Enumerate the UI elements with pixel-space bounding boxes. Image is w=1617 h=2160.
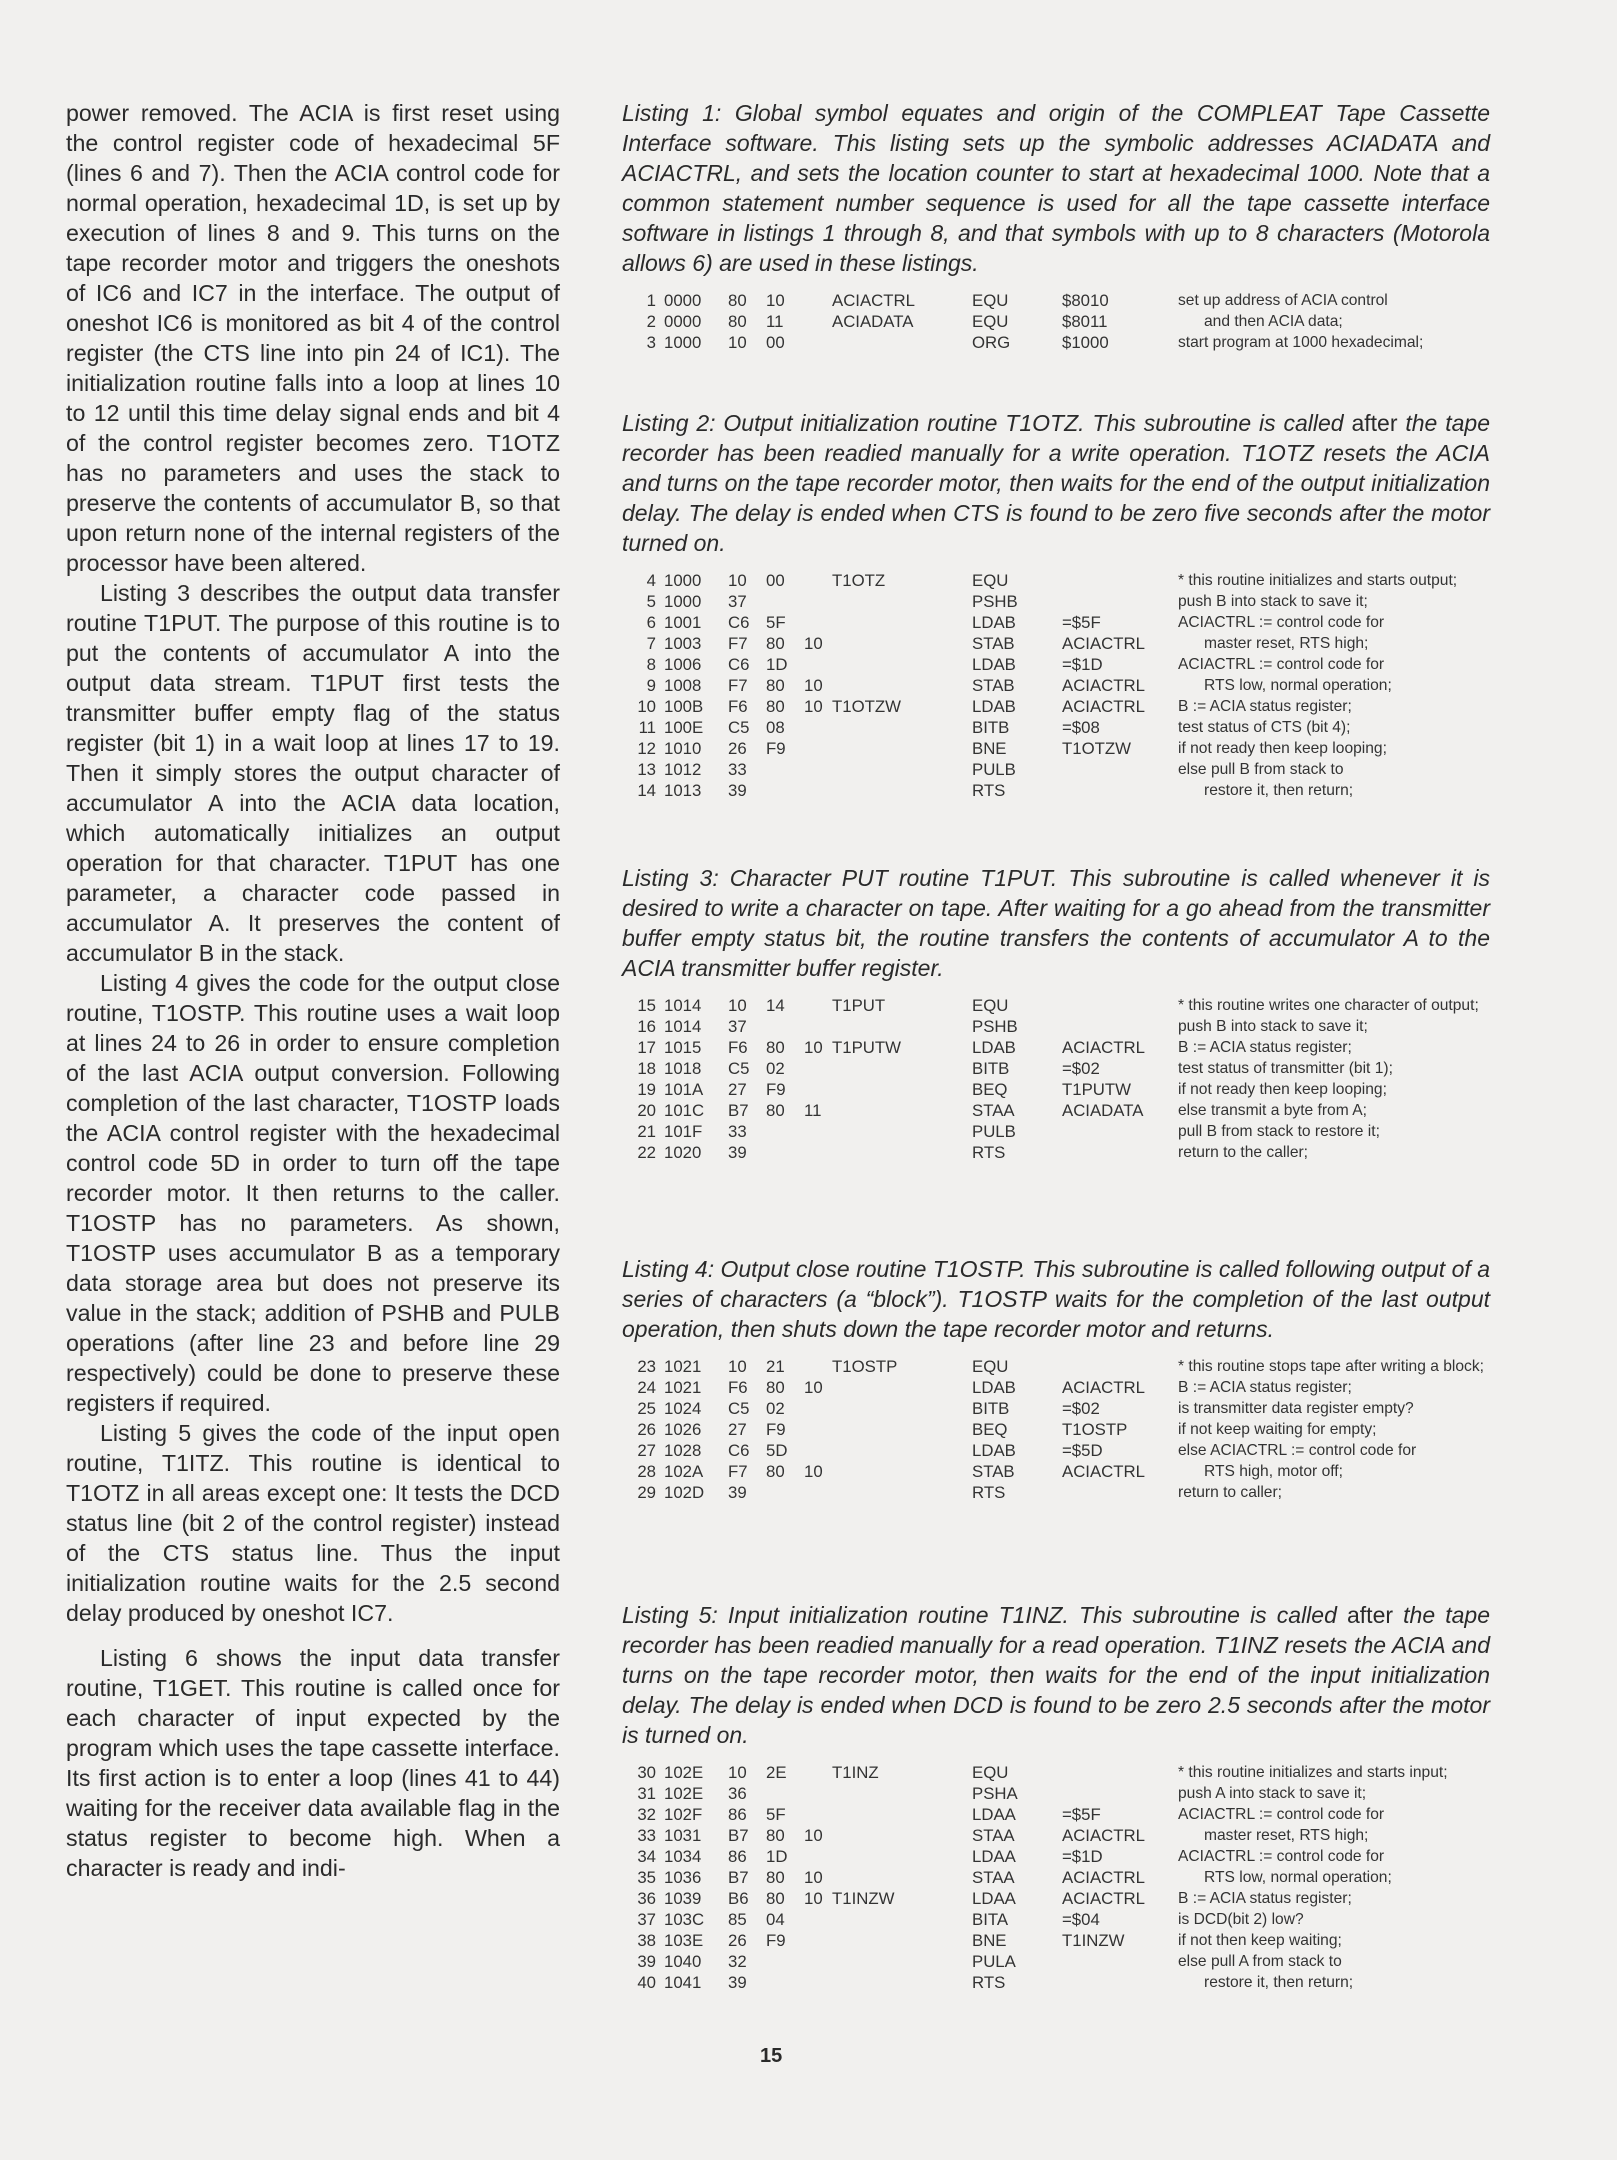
code-table bbox=[622, 290, 1423, 353]
code-line: 40 1041 39 RTS restore it, then return; bbox=[637, 1973, 1354, 1992]
code-line: 29 102D 39 RTS return to caller; bbox=[637, 1483, 1283, 1502]
code-line: 36 1039 B6 80 10 T1INZW LDAA ACIACTRL B := ACIA status register; bbox=[637, 1889, 1352, 1908]
code-line: 18 1018 C5 02 BITB =$02 test status of transmitter (bit 1); bbox=[637, 1059, 1393, 1078]
code-line: 3 1000 10 00 ORG $1000 start program at 1000 hexadecimal; bbox=[646, 333, 1424, 352]
code-line: 28 102A F7 80 10 STAB ACIACTRL RTS high, motor off; bbox=[637, 1462, 1343, 1481]
code-line: 34 1034 86 1D LDAA =$1D ACIACTRL := control code for bbox=[637, 1847, 1385, 1866]
code-table bbox=[622, 570, 1457, 801]
code-line: 19 101A 27 F9 BEQ T1PUTW if not ready then keep looping; bbox=[637, 1080, 1387, 1099]
code-line: 38 103E 26 F9 BNE T1INZW if not then keep waiting; bbox=[637, 1931, 1342, 1950]
code-table bbox=[622, 1356, 1484, 1503]
listing-2 bbox=[622, 408, 1490, 801]
code-line: 27 1028 C6 5D LDAB =$5D else ACIACTRL := control code for bbox=[637, 1441, 1417, 1460]
code-line: 17 1015 F6 80 10 T1PUTW LDAB ACIACTRL B := ACIA status register; bbox=[637, 1038, 1352, 1057]
paragraph: power removed. The ACIA is first reset using the control register code of hexadecimal 5F (lines 6 and 7). Then the ACIA control code for normal operation, hexadecimal 1D, is set up by execution of lines 8 and 9. This turns on the tape recorder motor and triggers the oneshots of IC6 and IC7 in the interface. The output of oneshot IC6 is monitored as bit 4 of the control register (the CTS line into pin 24 of IC1). The initialization routine falls into a loop at lines 10 to 12 until this time delay signal ends and bit 4 of the control register becomes zero. T1OTZ has no parameters and uses the stack to preserve the contents of accumulator B, so that upon return none of the internal registers of the processor have been altered. bbox=[66, 100, 560, 576]
listing-caption: Listing 4: Output close routine T1OSTP. This subroutine is called following output of a series of characters (a “block”). T1OSTP waits for the completion of the last output operation, then shuts down the tape recorder motor and returns. bbox=[622, 1256, 1490, 1342]
paragraph: Listing 6 shows the input data transfer routine, T1GET. This routine is called once for each character of input expected by the program which uses the tape cassette interface. Its first action is to enter a loop (lines 41 to 44) waiting for the receiver data available flag in the status register to become high. When a character is ready and indi- bbox=[66, 1645, 560, 1881]
page-number: 15 bbox=[760, 2045, 783, 2067]
code-line: 9 1008 F7 80 10 STAB ACIACTRL RTS low, normal operation; bbox=[646, 676, 1392, 695]
body-text-column bbox=[66, 98, 560, 1883]
code-line: 25 1024 C5 02 BITB =$02 is transmitter data register empty? bbox=[637, 1399, 1414, 1418]
code-table bbox=[622, 995, 1479, 1163]
listing-3 bbox=[622, 863, 1490, 1163]
listing-1 bbox=[622, 98, 1490, 353]
listing-caption: Listing 5: Input initialization routine T1INZ. This subroutine is called after the tape recorder has been readied manually for a read operation. T1INZ resets the ACIA and turns on the tape recorder motor, then waits for the end of the input initialization delay. The delay is ended when DCD is found to be zero 2.5 seconds after the motor is turned on. bbox=[622, 1602, 1490, 1748]
code-line: 33 1031 B7 80 10 STAA ACIACTRL master reset, RTS high; bbox=[637, 1826, 1369, 1845]
code-line: 37 103C 85 04 BITA =$04 is DCD(bit 2) low? bbox=[637, 1910, 1304, 1929]
code-table bbox=[622, 1762, 1448, 1993]
code-line: 21 101F 33 PULB pull B from stack to restore it; bbox=[637, 1122, 1380, 1141]
listing-caption: Listing 2: Output initialization routine T1OTZ. This subroutine is called after the tape recorder has been readied manually for a write operation. T1OTZ resets the ACIA and turns on the tape recorder motor, then waits for the end of the output initialization delay. The delay is ended when CTS is found to be zero five seconds after the motor turned on. bbox=[622, 410, 1490, 556]
code-line: 2 0000 80 11 ACIADATA EQU $8011 and then ACIA data; bbox=[646, 312, 1343, 331]
code-line: 31 102E 36 PSHA push A into stack to save it; bbox=[637, 1784, 1367, 1803]
code-line: 10 100B F6 80 10 T1OTZW LDAB ACIACTRL B := ACIA status register; bbox=[637, 697, 1352, 716]
code-line: 30 102E 10 2E T1INZ EQU * this routine initializes and starts input; bbox=[637, 1763, 1448, 1782]
listing-4 bbox=[622, 1254, 1490, 1503]
paragraph: Listing 5 gives the code of the input open routine, T1ITZ. This routine is identical to T1OTZ in all areas except one: It tests the DCD status line (bit 2 of the control register) instead of the CTS status line. Thus the input initialization routine waits for the 2.5 second delay produced by oneshot IC7. bbox=[66, 1420, 560, 1626]
code-line: 20 101C B7 80 11 STAA ACIADATA else transmit a byte from A; bbox=[637, 1101, 1367, 1120]
code-line: 24 1021 F6 80 10 LDAB ACIACTRL B := ACIA status register; bbox=[637, 1378, 1352, 1397]
code-line: 12 1010 26 F9 BNE T1OTZW if not ready then keep looping; bbox=[637, 739, 1387, 758]
code-line: 32 102F 86 5F LDAA =$5F ACIACTRL := control code for bbox=[637, 1805, 1385, 1824]
code-line: 8 1006 C6 1D LDAB =$1D ACIACTRL := control code for bbox=[646, 655, 1385, 674]
code-line: 26 1026 27 F9 BEQ T1OSTP if not keep waiting for empty; bbox=[637, 1420, 1377, 1439]
code-line: 6 1001 C6 5F LDAB =$5F ACIACTRL := control code for bbox=[646, 613, 1385, 632]
code-line: 7 1003 F7 80 10 STAB ACIACTRL master reset, RTS high; bbox=[646, 634, 1369, 653]
code-line: 39 1040 32 PULA else pull A from stack to bbox=[637, 1952, 1342, 1971]
code-line: 1 0000 80 10 ACIACTRL EQU $8010 set up address of ACIA control bbox=[646, 291, 1388, 310]
code-line: 35 1036 B7 80 10 STAA ACIACTRL RTS low, normal operation; bbox=[637, 1868, 1392, 1887]
code-line: 14 1013 39 RTS restore it, then return; bbox=[637, 781, 1354, 800]
listing-caption: Listing 1: Global symbol equates and origin of the COMPLEAT Tape Cassette Interface software. This listing sets up the symbolic addresses ACIADATA and ACIACTRL, and sets the location counter to start at hexadecimal 1000. Note that a common statement number sequence is used for all the tape cassette interface software in listings 1 through 8, and that symbols with up to 8 characters (Motorola allows 6) are used in these listings. bbox=[622, 100, 1490, 276]
code-line: 23 1021 10 21 T1OSTP EQU * this routine stops tape after writing a block; bbox=[637, 1357, 1484, 1376]
code-line: 4 1000 10 00 T1OTZ EQU * this routine initializes and starts output; bbox=[646, 571, 1458, 590]
code-line: 16 1014 37 PSHB push B into stack to save it; bbox=[637, 1017, 1368, 1036]
code-line: 22 1020 39 RTS return to the caller; bbox=[637, 1143, 1309, 1162]
listing-caption: Listing 3: Character PUT routine T1PUT. This subroutine is called whenever it is desired to write a character on tape. After waiting for a go ahead from the transmitter buffer empty status bit, the routine transfers the contents of accumulator A to the ACIA transmitter buffer register. bbox=[622, 865, 1490, 981]
paragraph: Listing 3 describes the output data transfer routine T1PUT. The purpose of this routine is to put the contents of accumulator A into the output data stream. T1PUT first tests the transmitter buffer empty flag of the status register (bit 1) in a wait loop at lines 17 to 19. Then it simply stores the output character of accumulator A into the ACIA data location, which automatically initializes an output operation for that character. T1PUT has one parameter, a character code passed in accumulator A. It preserves the content of accumulator B in the stack. bbox=[66, 580, 560, 966]
code-line: 11 100E C5 08 BITB =$08 test status of CTS (bit 4); bbox=[638, 718, 1351, 737]
listing-5 bbox=[622, 1600, 1490, 1993]
code-line: 5 1000 37 PSHB push B into stack to save it; bbox=[646, 592, 1368, 611]
code-line: 15 1014 10 14 T1PUT EQU * this routine writes one character of output; bbox=[637, 996, 1479, 1015]
code-line: 13 1012 33 PULB else pull B from stack to bbox=[637, 760, 1344, 779]
paragraph: Listing 4 gives the code for the output close routine, T1OSTP. This routine uses a wait loop at lines 24 to 26 in order to ensure completion of the last ACIA output conversion. Following completion of the last character, T1OSTP loads the ACIA control register with the hexadecimal control code 5D in order to turn off the tape recorder motor. It then returns to the caller. T1OSTP has no parameters. As shown, T1OSTP uses accumulator B as a temporary data storage area but does not preserve its value in the stack; addition of PSHB and PULB operations (after line 23 and before line 29 respectively) could be done to preserve these registers if required. bbox=[66, 970, 560, 1416]
